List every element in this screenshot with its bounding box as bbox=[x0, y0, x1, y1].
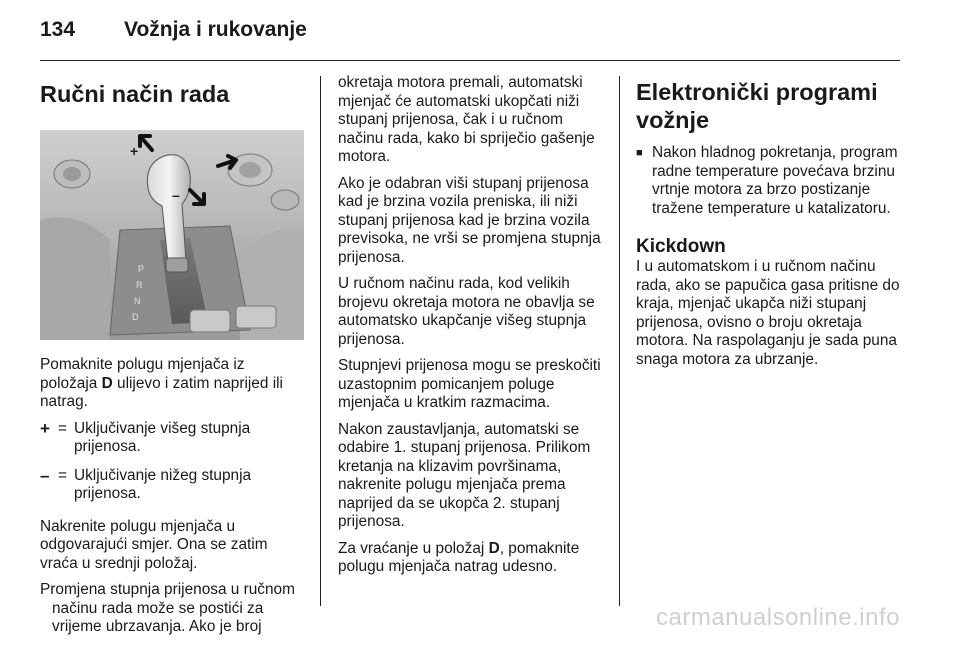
p6-text-bold: D bbox=[488, 539, 500, 557]
bullet-square-icon: ■ bbox=[636, 147, 643, 159]
intro-text-post: ulijevo i zatim naprijed ili natrag. bbox=[40, 374, 283, 410]
plus-symbol: + bbox=[40, 418, 50, 438]
gate-marker-d: D bbox=[132, 312, 139, 322]
p6-text-pre: Za vraćanje u položaj bbox=[338, 539, 489, 557]
dial-far-right bbox=[271, 190, 299, 210]
paragraph-2-2: Ako je odabran viši stupanj prijenosa kad je brzina vozila preniska, ili niži stupanj prijenosa kad je brzina vozila previsoka, ne vrši se promjena stupnja prijenosa. bbox=[338, 174, 601, 266]
gear-lever-boot bbox=[166, 258, 188, 272]
column-divider-1 bbox=[320, 76, 321, 606]
paragraph-2-6 bbox=[338, 540, 604, 577]
paragraph-gear-change: Promjena stupnja prijenosa u ručnom načinu rada može se postići za vrijeme ubrzavanja. Ako je broj bbox=[40, 581, 295, 635]
lever-minus-label: – bbox=[172, 187, 180, 203]
subsection-title-kickdown: Kickdown bbox=[636, 236, 726, 257]
gate-marker-r: R bbox=[136, 280, 143, 290]
intro-text-pre: Pomaknite polugu mjenjača iz položaja bbox=[40, 356, 245, 392]
p6-text-post: , pomaknite polugu mjenjača natrag udesno. bbox=[338, 539, 580, 575]
watermark: carmanualsonline.info bbox=[656, 604, 900, 631]
definition-upshift-text: Uključivanje višeg stupnja prijenosa. bbox=[74, 419, 251, 455]
equals-sign: = bbox=[58, 419, 67, 437]
gear-lever-illustration bbox=[40, 130, 304, 340]
chapter-title: Vožnja i rukovanje bbox=[124, 18, 307, 41]
definition-upshift bbox=[40, 420, 306, 457]
dial-left-center bbox=[63, 167, 81, 181]
gate-marker-p: P bbox=[138, 264, 145, 274]
definition-downshift bbox=[40, 467, 306, 504]
bullet-text: Nakon hladnog pokretanja, program radne temperature povećava brzinu vrtnje motora za brzo postizanje tražene temperature u katalizatoru. bbox=[652, 144, 898, 217]
dial-right-center bbox=[239, 162, 261, 178]
column-1 bbox=[40, 74, 306, 645]
section-title-manual-mode: Ručni način rada bbox=[40, 81, 230, 107]
paragraph-2-1: okretaja motora premali, automatski mjenjač će automatski ukopčati niži stupanj prijenosa, čak i u ručnom načinu rada, kako bi spriječio gašenje motora. bbox=[338, 74, 595, 165]
gear-lever-svg bbox=[40, 130, 304, 340]
column-2 bbox=[338, 74, 604, 585]
paragraph-2-4: Stupnjevi prijenosa mogu se preskočiti uzastopnim pomicanjem poluge mjenjača u kratkim razmacima. bbox=[338, 357, 601, 411]
intro-text-bold: D bbox=[101, 374, 113, 392]
page-header bbox=[40, 18, 307, 48]
paragraph-tilt-lever: Nakrenite polugu mjenjača u odgovarajući smjer. Ona se zatim vraća u srednji položaj. bbox=[40, 517, 268, 572]
header-rule bbox=[40, 60, 900, 61]
gate-marker-n: N bbox=[134, 296, 141, 306]
definition-downshift-text: Uključivanje nižeg stupnja prijenosa. bbox=[74, 466, 252, 502]
column-divider-2 bbox=[619, 76, 620, 606]
bullet-item-cold-start bbox=[636, 144, 904, 218]
console-button-1 bbox=[190, 310, 230, 332]
paragraph-2-5: Nakon zaustavljanja, automatski se odabire 1. stupanj prijenosa. Prilikom kretanja na klizavim površinama, nakrenite polugu mjenjača prema naprijed da se ukopča 2. stupanj prijenosa. bbox=[338, 420, 591, 530]
lever-plus-label: + bbox=[130, 143, 139, 159]
paragraph-intro bbox=[40, 356, 306, 412]
paragraph-2-3: U ručnom načinu rada, kod velikih brojevu okretaja motora ne obavlja se automatsko ukapčanje višeg stupnja prijenosa. bbox=[338, 275, 595, 348]
section-title-electronic-programs: Elektronički programi vožnje bbox=[636, 79, 878, 133]
paragraph-kickdown: I u automatskom i u ručnom načinu rada, ako se papučica gasa pritisne do kraja, mjenjač ukapča niži stupanj prijenosa, ovisno o broju okretaja motora. Na raspolaganju je sada puna snaga motora za ubrzanje. bbox=[636, 258, 900, 368]
page-number: 134 bbox=[40, 18, 76, 41]
console-left bbox=[40, 218, 110, 341]
equals-sign: = bbox=[58, 466, 67, 484]
column-3 bbox=[636, 74, 904, 377]
minus-symbol: – bbox=[40, 465, 50, 485]
console-button-2 bbox=[236, 306, 276, 328]
